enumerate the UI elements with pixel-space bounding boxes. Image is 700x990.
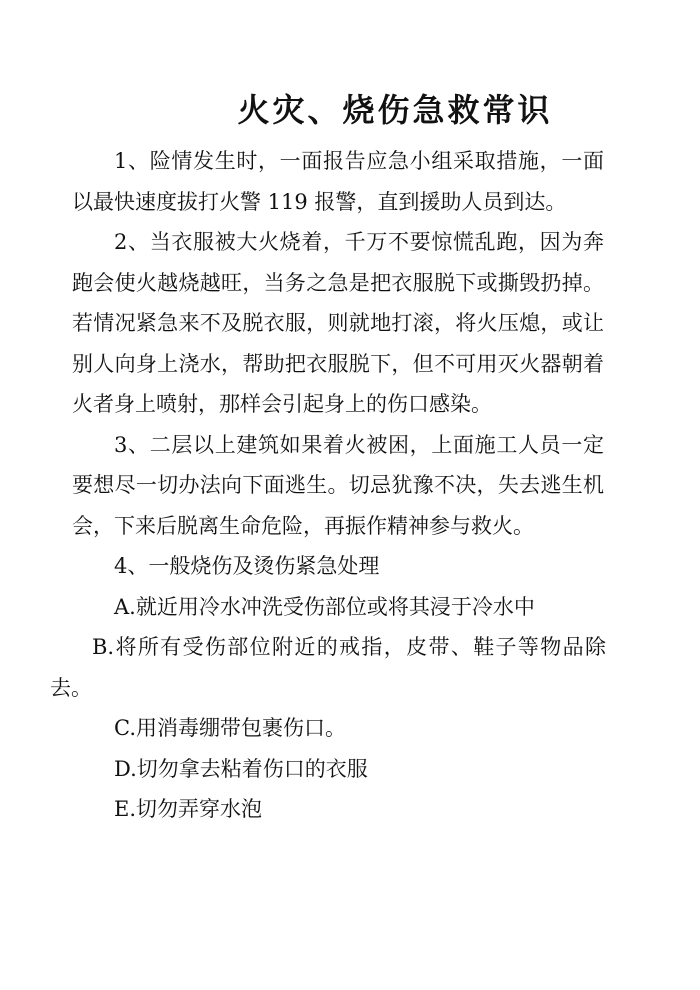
list-item-a: A.就近用冷水冲洗受伤部位或将其浸于冷水中 — [114, 594, 535, 619]
paragraph-1: 1、险情发生时，一面报告应急小组采取措施，一面以最快速度拔打火警 119 报警，直到援助人员到达。 — [72, 149, 604, 214]
document-title: 火灾、烧伤急救常识 — [237, 91, 553, 129]
paragraph-4-heading: 4、一般烧伤及烫伤紧急处理 — [114, 554, 380, 578]
document-body — [50, 141, 606, 830]
paragraph-3: 3、二层以上建筑如果着火被困，上面施工人员一定要想尽一切办法向下面逃生。切忌犹豫不决，失去逃生机会，下来后脱离生命危险，再振作精神参与救火。 — [72, 432, 604, 538]
list-item-e: E.切勿弄穿水泡 — [114, 797, 263, 821]
list-item-c: C.用消毒绷带包裹伤口。 — [114, 716, 346, 740]
paragraph-2: 2、当衣服被大火烧着，千万不要惊慌乱跑，因为奔跑会使火越烧越旺，当务之急是把衣服脱下或撕毁扔掉。若情况紧急来不及脱衣服，则就地打滚，将火压熄，或让别人向身上浇水，帮助把衣服脱下，但不可用灭火器朝着火者身上喷射，那样会引起身上的伤口感染。 — [72, 230, 604, 416]
list-item-d: D.切勿拿去粘着伤口的衣服 — [114, 756, 368, 781]
list-item-b: B.将所有受伤部位附近的戒指，皮带、鞋子等物品除去。 — [50, 635, 606, 700]
